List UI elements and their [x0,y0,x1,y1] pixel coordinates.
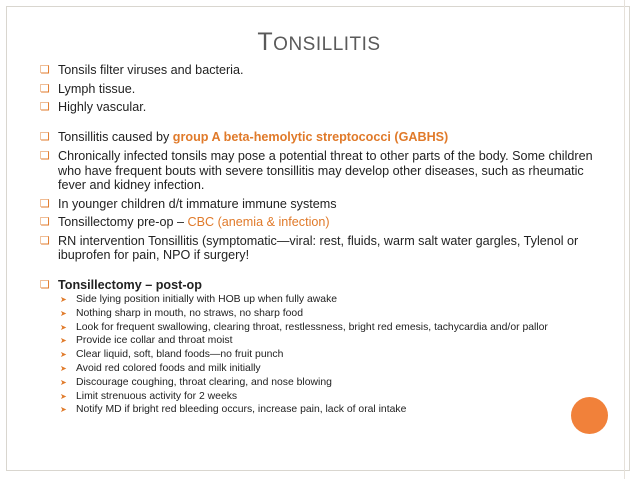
bullet-item: ❏ RN intervention Tonsillitis (symptomatic—viral: rest, fluids, warm salt water gargles, Tylenol or ibuprofen for pain, NPO if surgery! [40,233,579,262]
bullet-icon: ❏ [40,150,50,162]
sub-bullet-item: ➤ Look for frequent swallowing, clearing throat, restlessness, bright red emesis, tachycardia and/or pallor [60,321,548,333]
bullet-item: ❏ Highly vascular. [40,100,147,114]
sub-bullet-icon: ➤ [60,391,67,401]
sub-bullet-item: ➤ Discourage coughing, throat clearing, and nose blowing [60,376,332,388]
sub-bullet-icon: ➤ [60,308,67,318]
bullet-icon: ❏ [40,64,50,76]
bullet-item: ❏ Chronically infected tonsils may pose a potential threat to other parts of the body. Some children who have frequent bouts with severe tonsillitis may develop other diseases, such as rheumatic fever and kidney infection. [40,149,593,192]
sub-bullet-icon: ➤ [60,363,67,373]
bullet-item: ❏ Tonsillectomy – post-op [40,277,202,292]
bullet-icon: ❏ [40,130,50,143]
sub-bullet-item: ➤ Notify MD if bright red bleeding occurs, increase pain, lack of oral intake [60,404,407,416]
bullet-icon: ❏ [40,197,50,210]
sub-bullet-icon: ➤ [60,377,67,387]
sub-bullet-icon: ➤ [60,322,67,332]
sub-bullet-icon: ➤ [60,405,67,415]
sub-bullet-icon: ➤ [60,336,67,346]
bullet-item: ❏ Tonsils filter viruses and bacteria. [40,63,244,77]
slide-title: TONSILLITIS [257,28,381,56]
sub-bullet-list [40,294,600,416]
sub-bullet-icon: ➤ [60,295,67,304]
sub-bullet-item: ➤ Limit strenuous activity for 2 weeks [60,390,238,402]
bullet-icon: ❏ [40,101,50,113]
bullet-item: ❏ Tonsillectomy pre-op – CBC (anemia & infection) [40,215,330,229]
bullet-item: ❏ Lymph tissue. [40,81,136,96]
bullet-icon: ❏ [40,234,50,247]
bullet-item: ❏ Tonsillitis caused by group A beta-hemolytic streptococci (GABHS) [40,129,449,144]
bullet-list [40,63,600,416]
sub-bullet-item: ➤ Provide ice collar and throat moist [60,335,233,347]
sub-bullet-item: ➤ Avoid red colored foods and milk initially [60,362,261,374]
highlight-text: CBC (anemia & infection) [187,215,330,229]
bullet-icon: ❏ [40,216,50,228]
sub-bullet-item: ➤ Nothing sharp in mouth, no straws, no sharp food [60,307,303,319]
bullet-icon: ❏ [40,278,50,291]
bullet-icon: ❏ [40,82,50,95]
bullet-item: ❏ In younger children d/t immature immune systems [40,196,337,211]
sub-bullet-item: ➤ Clear liquid, soft, bland foods—no fruit punch [60,349,284,361]
sub-bullet-item: ➤ Side lying position initially with HOB up when fully awake [60,294,338,305]
highlight-text: group A beta-hemolytic streptococci (GABHS) [172,129,449,144]
decorative-line [624,0,625,479]
sub-bullet-icon: ➤ [60,350,67,360]
